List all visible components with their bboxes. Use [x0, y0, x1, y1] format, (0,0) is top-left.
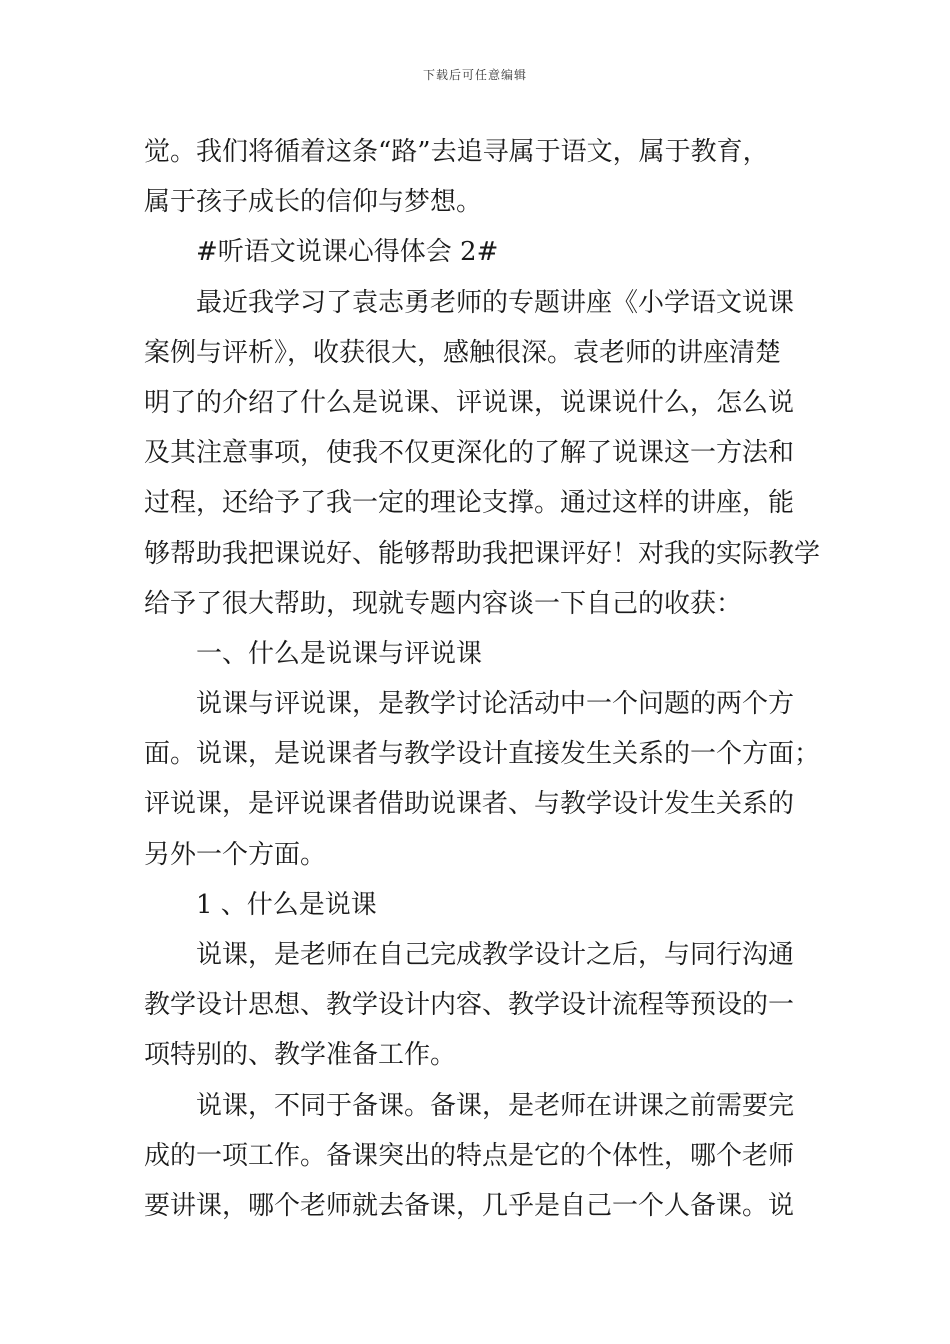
text-line: 觉。我们将循着这条“路”去追寻属于语文，属于教育，: [144, 137, 769, 167]
text-line: 属于孩子成长的信仰与梦想。: [144, 187, 483, 218]
text-line: 评说课，是评说课者借助说课者、与教学设计发生关系的: [144, 789, 795, 820]
text-line: 说课与评说课，是教学讨论活动中一个问题的两个方: [196, 689, 795, 720]
document-body: [144, 127, 821, 1231]
text-line: #听语文说课心得体会 2#: [196, 237, 499, 268]
text-line: 成的一项工作。备课突出的特点是它的个体性，哪个老师: [144, 1140, 795, 1171]
text-line: 过程，还给予了我一定的理论支撑。通过这样的讲座，能: [144, 488, 795, 519]
page-header: 下载后可任意编辑: [422, 68, 527, 82]
text-line: 明了的介绍了什么是说课、评说课，说课说什么，怎么说: [144, 387, 795, 418]
text-line: 案例与评析》，收获很大，感触很深。袁老师的讲座清楚: [144, 337, 782, 368]
text-line: 给予了很大帮助，现就专题内容谈一下自己的收获：: [144, 588, 743, 619]
text-line: 一、什么是说课与评说课: [196, 638, 483, 669]
text-line: 要讲课，哪个老师就去备课，几乎是自己一个人备课。说: [144, 1190, 795, 1221]
text-line: 够帮助我把课说好、能够帮助我把课评好！对我的实际教学: [144, 538, 821, 569]
text-line: 说课，是老师在自己完成教学设计之后，与同行沟通: [196, 940, 795, 970]
text-line: 及其注意事项，使我不仅更深化的了解了说课这一方法和: [144, 438, 795, 469]
text-line: 教学设计思想、教学设计内容、教学设计流程等预设的一: [144, 990, 795, 1021]
text-line: 说课，不同于备课。备课，是老师在讲课之前需要完: [196, 1090, 795, 1121]
text-line: 面。说课，是说课者与教学设计直接发生关系的一个方面；: [144, 739, 821, 770]
text-line: 另外一个方面。: [144, 839, 327, 870]
text-line: 1 、什么是说课: [196, 889, 377, 920]
text-line: 项特别的、教学准备工作。: [144, 1040, 457, 1071]
text-line: 最近我学习了袁志勇老师的专题讲座《小学语文说课: [196, 287, 795, 318]
